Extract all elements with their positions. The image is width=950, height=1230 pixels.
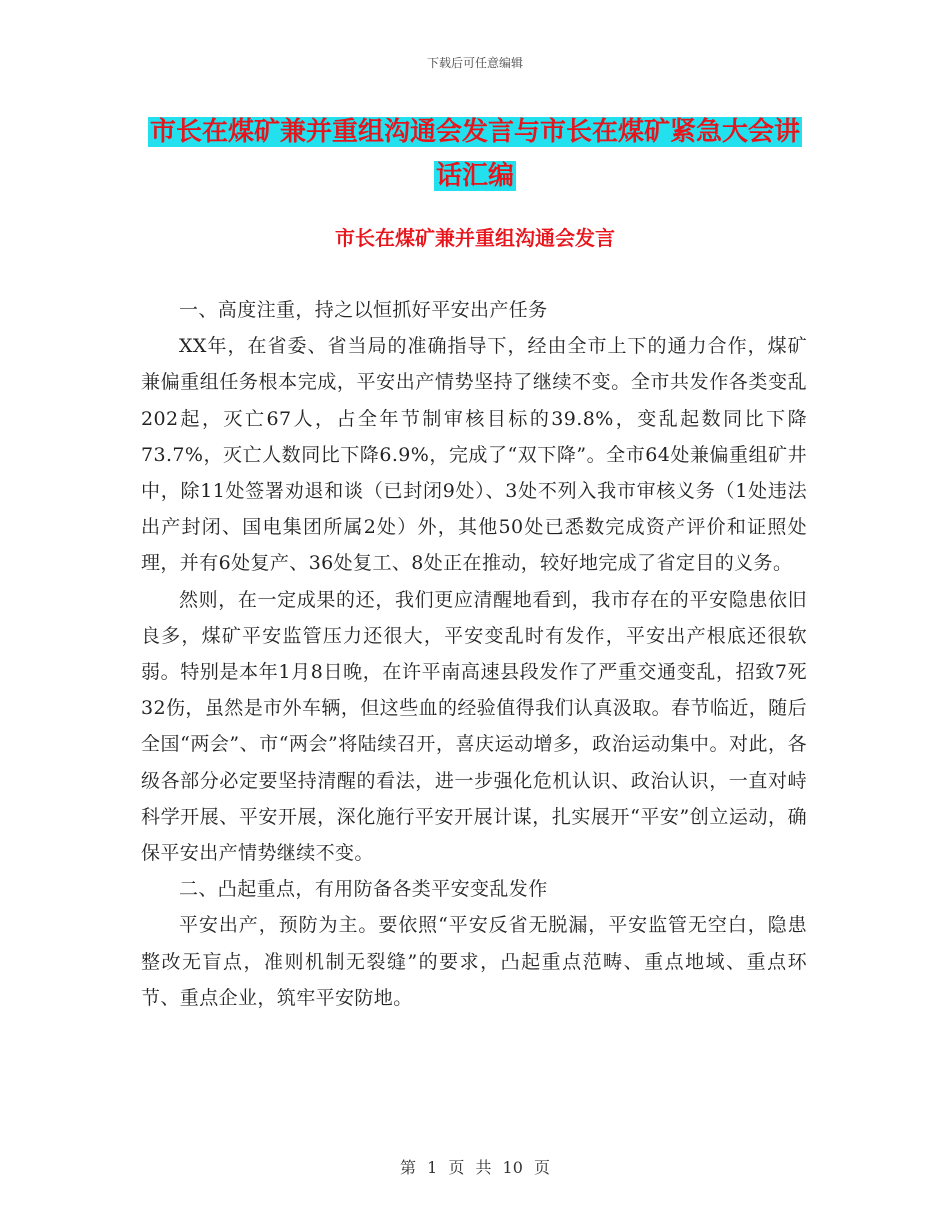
- section-title: 市长在煤矿兼并重组沟通会发言: [335, 226, 615, 250]
- document-title: [140, 110, 810, 198]
- heading-two: 二、凸起重点，有用防备各类平安变乱发作: [179, 878, 548, 901]
- heading-one: 一、高度注重，持之以恒抓好平安出产任务: [179, 299, 548, 321]
- paragraph: XX年，在省委、省当局的准确指导下，经由全市上下的通力合作，煤矿兼偏重组任务根本完成，平安出产情势坚持了继续不变。全市共发作各类变乱202起，灭亡67人，占全年节制审核目标的39.8%，变乱起数同比下降73.7%，灭亡人数同比下降6.9%，完成了“双下降”。全市64处兼偏重组矿井中，除11处签署劝退和谈（已封闭9处）、3处不列入我市审核义务（1处违法出产封闭、国电集团所属2处）外，其他50处已悉数完成资产评价和证照处理，并有6处复产、36处复工、8处正在推动，较好地完成了省定目的义务。: [141, 335, 807, 575]
- document-body: [141, 292, 807, 1016]
- header-note: 下载后可任意编辑: [426, 56, 523, 70]
- paragraph: 平安出产，预防为主。要依照“平安反省无脱漏，平安监管无空白，隐患整改无盲点，准则机制无裂缝”的要求，凸起重点范畴、重点地域、重点环节、重点企业，筑牢平安防地。: [141, 914, 807, 1009]
- paragraph: 然则，在一定成果的还，我们更应清醒地看到，我市存在的平安隐患依旧良多，煤矿平安监管压力还很大，平安变乱时有发作，平安出产根底还很软弱。特别是本年1月8日晚，在许平南高速县段发作了严重交通变乱，招致7死32伤，虽然是市外车辆，但这些血的经验值得我们认真汲取。春节临近，随后全国“两会”、市“两会”将陆续召开，喜庆运动增多，政治运动集中。对此，各级各部分必定要坚持清醒的看法，进一步强化危机认识、政治认识，一直对峙科学开展、平安开展，深化施行平安开展计谋，扎实展开“平安”创立运动，确保平安出产情势继续不变。: [141, 588, 807, 865]
- document-title-highlight: 市长在煤矿兼并重组沟通会发言与市长在煤矿紧急大会讲话汇编: [149, 117, 800, 191]
- page-footer: 第 1 页 共 10 页: [400, 1158, 550, 1177]
